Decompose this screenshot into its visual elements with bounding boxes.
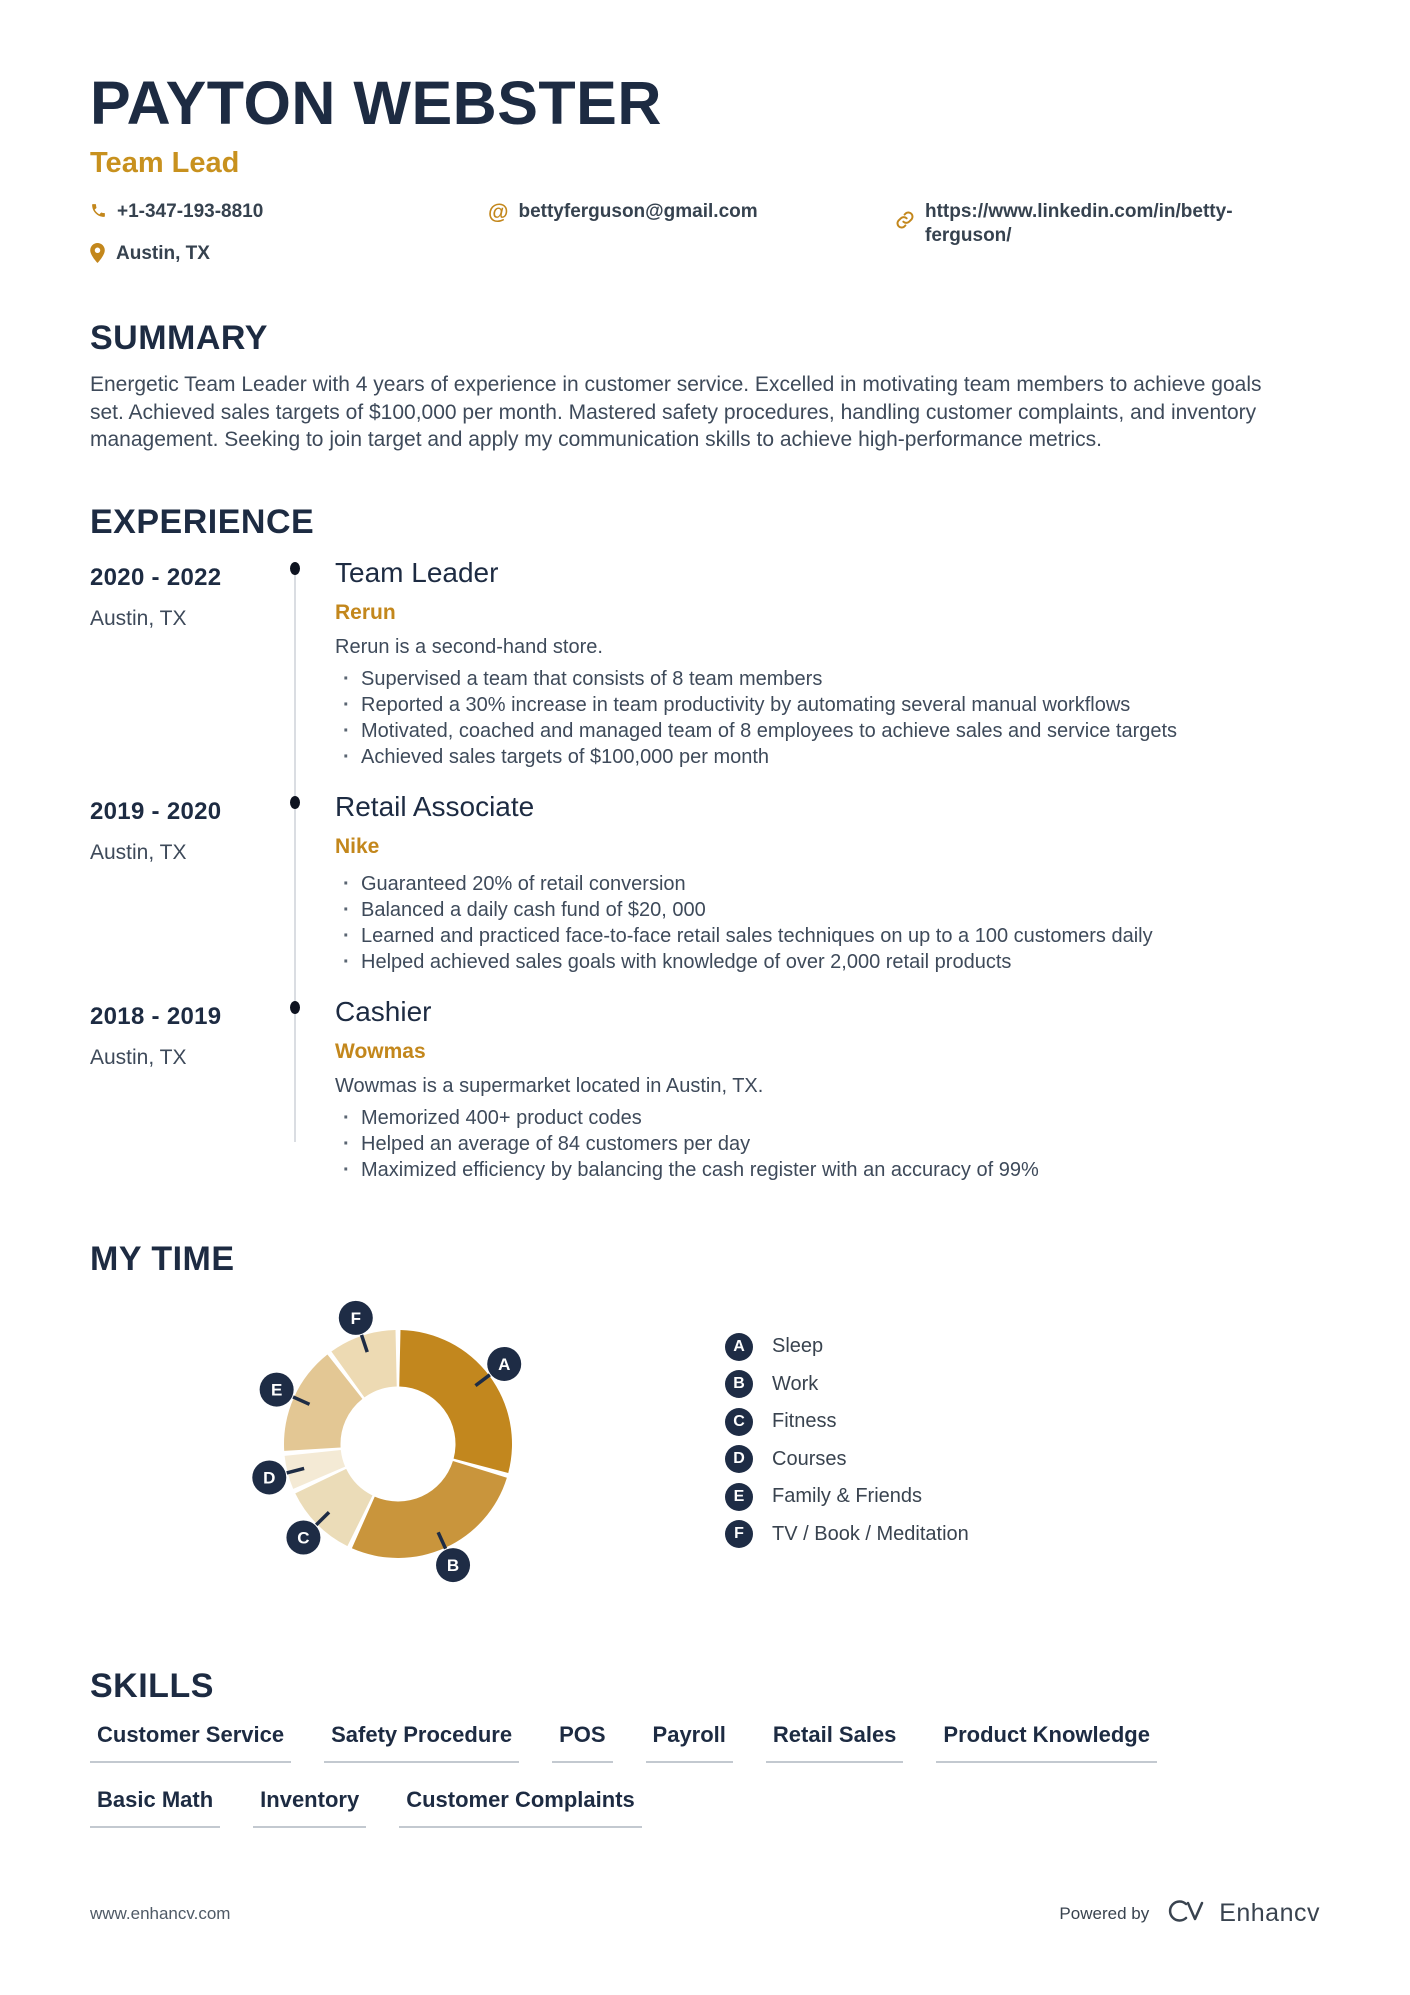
- entry-bullets: [335, 871, 1320, 975]
- legend-row: [725, 1520, 969, 1548]
- legend-letter-badge: A: [725, 1333, 753, 1361]
- linkedin-url: https://www.linkedin.com/in/betty-ferguson/: [925, 201, 1233, 246]
- at-icon: @: [488, 201, 509, 224]
- experience-section: [90, 504, 1320, 1183]
- legend-row: [725, 1333, 969, 1361]
- entry-company: Rerun: [335, 600, 396, 624]
- segment-label-letter: E: [270, 1380, 283, 1400]
- legend-label: Sleep: [772, 1335, 824, 1357]
- legend-row: [725, 1483, 969, 1511]
- bullet-item: · Helped achieved sales goals with knowledge of over 2,000 retail products: [335, 949, 1320, 975]
- bullet-item: · Achieved sales targets of $100,000 per month: [335, 744, 1320, 770]
- segment-label-letter: B: [446, 1555, 460, 1575]
- bullet-item: · Supervised a team that consists of 8 team members: [335, 666, 1320, 692]
- entry-description: Rerun is a second-hand store.: [335, 635, 603, 658]
- legend-letter-badge: B: [725, 1370, 753, 1398]
- bullet-item: · Learned and practiced face-to-face retail sales techniques on up to a 100 customers daily: [335, 923, 1320, 949]
- entry-location: Austin, TX: [90, 1045, 187, 1069]
- skill-badge: Payroll: [646, 1722, 733, 1763]
- donut-chart-svg: [90, 1293, 690, 1638]
- entry-title: Retail Associate: [335, 790, 535, 822]
- entry-dates: 2019 - 2020: [90, 797, 222, 825]
- experience-entry: [90, 790, 1320, 975]
- email-contact[interactable]: [488, 200, 895, 248]
- entry-title: Team Leader: [335, 556, 499, 588]
- skill-badge: Customer Service: [90, 1722, 291, 1763]
- entry-bullets: [335, 1105, 1320, 1183]
- bullet-item: · Reported a 30% increase in team productivity by automating several manual workflows: [335, 692, 1320, 718]
- contact-row: [90, 200, 1320, 248]
- experience-entry: [90, 556, 1320, 770]
- link-icon: [895, 210, 915, 237]
- entry-location: Austin, TX: [90, 840, 187, 864]
- legend-label: Courses: [772, 1447, 847, 1470]
- powered-by-label: Powered by: [1059, 1903, 1150, 1923]
- legend-label: Fitness: [772, 1410, 837, 1432]
- legend-row: [725, 1370, 969, 1398]
- summary-heading: SUMMARY: [90, 319, 268, 357]
- bullet-item: · Motivated, coached and managed team of 8 employees to achieve sales and service targets: [335, 718, 1320, 744]
- phone-icon: [90, 202, 107, 226]
- legend-letter-badge: D: [725, 1445, 753, 1473]
- bullet-item: · Balanced a daily cash fund of $20, 000: [335, 897, 1320, 923]
- skills-row: [90, 1722, 1320, 1763]
- summary-text: Energetic Team Leader with 4 years of experience in customer service. Excelled in motivating team members to achieve goals set. Achieved sales targets of $100,000 per month. Mastered safety procedures, handling customer complaints, and inventory management. Seeking to join target and apply my communication skills to achieve high-performance metrics.: [90, 373, 1262, 451]
- timeline-dot: [290, 796, 300, 809]
- skill-badge: Basic Math: [90, 1787, 220, 1828]
- linkedin-contact[interactable]: [895, 200, 1255, 248]
- summary-section: [90, 320, 1320, 454]
- experience-heading: EXPERIENCE: [90, 502, 315, 541]
- timeline-dot: [290, 562, 300, 575]
- segment-label-letter: A: [498, 1354, 511, 1374]
- entry-bullets: [335, 666, 1320, 770]
- segment-label-letter: C: [297, 1528, 310, 1548]
- skills-section: [90, 1668, 1320, 1828]
- entry-company: Nike: [335, 834, 380, 858]
- chart-legend: [725, 1333, 969, 1558]
- phone-number: +1-347-193-8810: [117, 201, 264, 222]
- location-text: Austin, TX: [116, 243, 210, 264]
- footer-site-link[interactable]: www.enhancv.com: [90, 1903, 231, 1923]
- skill-badge: Safety Procedure: [324, 1722, 519, 1763]
- person-name: PAYTON WEBSTER: [90, 69, 662, 137]
- skill-badge: Customer Complaints: [399, 1787, 642, 1828]
- time-donut-chart: [90, 1293, 1320, 1638]
- location-pin-icon: [90, 243, 105, 270]
- legend-row: [725, 1408, 969, 1436]
- skill-badge: POS: [552, 1722, 612, 1763]
- email-address: bettyferguson@gmail.com: [518, 201, 758, 222]
- legend-label: Family & Friends: [772, 1485, 923, 1507]
- donut-segment-b: [352, 1461, 507, 1558]
- segment-label-letter: F: [350, 1308, 361, 1328]
- legend-letter-badge: C: [725, 1408, 753, 1436]
- entry-company: Wowmas: [335, 1039, 426, 1063]
- skill-badge: Inventory: [253, 1787, 366, 1828]
- legend-letter-badge: F: [725, 1520, 753, 1548]
- brand-name: Enhancv: [1219, 1899, 1320, 1927]
- skill-badge: Retail Sales: [766, 1722, 904, 1763]
- bullet-item: · Maximized efficiency by balancing the cash register with an accuracy of 99%: [335, 1157, 1320, 1183]
- entry-dates: 2018 - 2019: [90, 1002, 222, 1030]
- entry-title: Cashier: [335, 995, 432, 1027]
- legend-label: Work: [772, 1372, 819, 1395]
- my-time-section: [90, 1241, 1320, 1638]
- legend-row: [725, 1445, 969, 1473]
- entry-dates: 2020 - 2022: [90, 563, 222, 591]
- job-title: Team Lead: [90, 147, 240, 179]
- skills-heading: SKILLS: [90, 1666, 214, 1705]
- legend-label: TV / Book / Meditation: [772, 1522, 969, 1545]
- entry-location: Austin, TX: [90, 606, 187, 630]
- my-time-heading: MY TIME: [90, 1239, 235, 1278]
- bullet-item: · Guaranteed 20% of retail conversion: [335, 871, 1320, 897]
- phone-contact[interactable]: [90, 200, 488, 248]
- bullet-item: · Helped an average of 84 customers per day: [335, 1131, 1320, 1157]
- header: [90, 70, 1320, 270]
- skills-row: [90, 1787, 1320, 1828]
- entry-description: Wowmas is a supermarket located in Austin, TX.: [335, 1074, 764, 1097]
- bullet-item: · Memorized 400+ product codes: [335, 1105, 1320, 1131]
- footer: [90, 1896, 1320, 1931]
- timeline-dot: [290, 1001, 300, 1014]
- segment-label-letter: D: [263, 1467, 276, 1487]
- experience-entries: [90, 556, 1320, 1183]
- enhancv-logo-icon: [1165, 1896, 1211, 1931]
- skill-badge: Product Knowledge: [936, 1722, 1157, 1763]
- legend-letter-badge: E: [725, 1483, 753, 1511]
- experience-entry: [90, 995, 1320, 1183]
